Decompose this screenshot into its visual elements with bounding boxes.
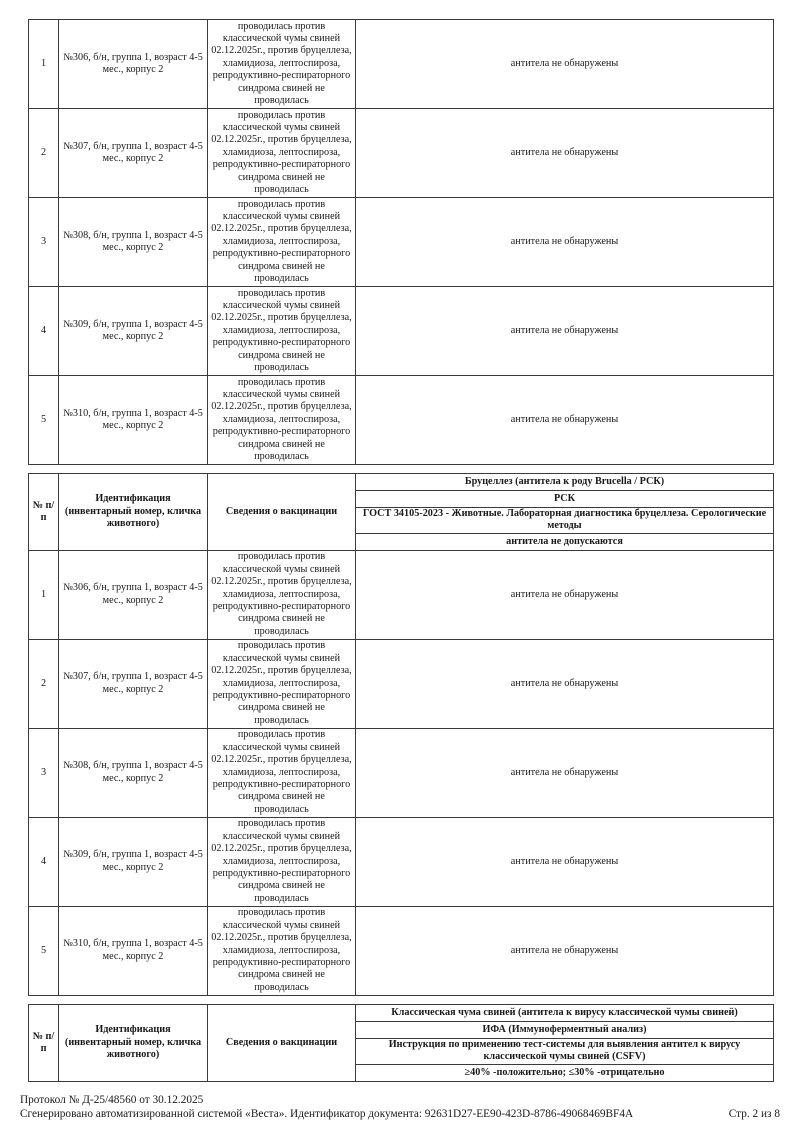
test-result: антитела не обнаружены xyxy=(356,550,774,639)
animal-id: №308, б/н, группа 1, возраст 4-5 мес., корпус 2 xyxy=(59,728,208,817)
header-vaccination: Сведения о вакцинации xyxy=(208,474,356,551)
table-row xyxy=(29,728,774,817)
test-result: антитела не обнаружены xyxy=(356,906,774,995)
vaccination-info: проводилась против классической чумы свиней 02.12.2025г., против бруцеллеза, хламидиоза, лептоспироза, репродуктивно-респираторного синдрома свиней не проводилась xyxy=(208,20,356,109)
row-number: 4 xyxy=(29,817,59,906)
vaccination-info: проводилась против классической чумы свиней 02.12.2025г., против бруцеллеза, хламидиоза, лептоспироза, репродуктивно-респираторного синдрома свиней не проводилась xyxy=(208,198,356,287)
test-result: антитела не обнаружены xyxy=(356,198,774,287)
row-number: 3 xyxy=(29,198,59,287)
row-number: 1 xyxy=(29,550,59,639)
animal-id: №307, б/н, группа 1, возраст 4-5 мес., корпус 2 xyxy=(59,109,208,198)
row-number: 2 xyxy=(29,639,59,728)
header-method: РСК xyxy=(356,491,774,508)
animal-id: №308, б/н, группа 1, возраст 4-5 мес., корпус 2 xyxy=(59,198,208,287)
test-result: антитела не обнаружены xyxy=(356,639,774,728)
header-vaccination: Сведения о вакцинации xyxy=(208,1005,356,1082)
animal-id: №306, б/н, группа 1, возраст 4-5 мес., корпус 2 xyxy=(59,550,208,639)
animal-id: №306, б/н, группа 1, возраст 4-5 мес., корпус 2 xyxy=(59,20,208,109)
header-disease: Классическая чума свиней (антитела к вирусу классической чумы свиней) xyxy=(356,1005,774,1022)
table-row xyxy=(29,376,774,465)
vaccination-info: проводилась против классической чумы свиней 02.12.2025г., против бруцеллеза, хламидиоза, лептоспироза, репродуктивно-респираторного синдрома свиней не проводилась xyxy=(208,728,356,817)
table-row xyxy=(29,817,774,906)
row-number: 3 xyxy=(29,728,59,817)
results-table-continued xyxy=(28,19,774,465)
animal-id: №309, б/н, группа 1, возраст 4-5 мес., корпус 2 xyxy=(59,287,208,376)
animal-id: №310, б/н, группа 1, возраст 4-5 мес., корпус 2 xyxy=(59,906,208,995)
table-row xyxy=(29,287,774,376)
page-number: Стр. 2 из 8 xyxy=(728,1108,780,1120)
header-identification: Идентификация (инвентарный номер, кличка животного) xyxy=(59,474,208,551)
test-result: антитела не обнаружены xyxy=(356,20,774,109)
row-number: 5 xyxy=(29,376,59,465)
row-number: 2 xyxy=(29,109,59,198)
test-result: антитела не обнаружены xyxy=(356,287,774,376)
header-identification: Идентификация (инвентарный номер, кличка животного) xyxy=(59,1005,208,1082)
test-result: антитела не обнаружены xyxy=(356,376,774,465)
animal-id: №307, б/н, группа 1, возраст 4-5 мес., корпус 2 xyxy=(59,639,208,728)
protocol-number: Протокол № Д-25/48560 от 30.12.2025 xyxy=(20,1094,204,1106)
header-number: № п/п xyxy=(29,1005,59,1082)
table-row xyxy=(29,20,774,109)
vaccination-info: проводилась против классической чумы свиней 02.12.2025г., против бруцеллеза, хламидиоза, лептоспироза, репродуктивно-респираторного синдрома свиней не проводилась xyxy=(208,906,356,995)
vaccination-info: проводилась против классической чумы свиней 02.12.2025г., против бруцеллеза, хламидиоза, лептоспироза, репродуктивно-респираторного синдрома свиней не проводилась xyxy=(208,639,356,728)
test-result: антитела не обнаружены xyxy=(356,109,774,198)
table-row xyxy=(29,639,774,728)
header-standard: Инструкция по применению тест-системы для выявления антител к вирусу классической чумы свиней (CSFV) xyxy=(356,1039,774,1065)
vaccination-info: проводилась против классической чумы свиней 02.12.2025г., против бруцеллеза, хламидиоза, лептоспироза, репродуктивно-респираторного синдрома свиней не проводилась xyxy=(208,550,356,639)
row-number: 5 xyxy=(29,906,59,995)
csf-results-table xyxy=(28,1004,774,1082)
animal-id: №310, б/н, группа 1, возраст 4-5 мес., корпус 2 xyxy=(59,376,208,465)
table-row xyxy=(29,109,774,198)
test-result: антитела не обнаружены xyxy=(356,817,774,906)
vaccination-info: проводилась против классической чумы свиней 02.12.2025г., против бруцеллеза, хламидиоза, лептоспироза, репродуктивно-респираторного синдрома свиней не проводилась xyxy=(208,817,356,906)
generated-note: Сгенерировано автоматизированной системой «Веста». Идентификатор документа: 92631D27-EE90-423D-8786-49068469BF4A xyxy=(20,1108,634,1120)
table-row xyxy=(29,550,774,639)
vaccination-info: проводилась против классической чумы свиней 02.12.2025г., против бруцеллеза, хламидиоза, лептоспироза, репродуктивно-респираторного синдрома свиней не проводилась xyxy=(208,376,356,465)
brucellosis-results-table xyxy=(28,473,774,996)
row-number: 4 xyxy=(29,287,59,376)
header-standard: ГОСТ 34105-2023 - Животные. Лабораторная диагностика бруцеллеза. Серологические методы xyxy=(356,508,774,534)
header-disease: Бруцеллез (антитела к роду Brucella / РСК) xyxy=(356,474,774,491)
table-row xyxy=(29,906,774,995)
row-number: 1 xyxy=(29,20,59,109)
table-row xyxy=(29,198,774,287)
vaccination-info: проводилась против классической чумы свиней 02.12.2025г., против бруцеллеза, хламидиоза, лептоспироза, репродуктивно-респираторного синдрома свиней не проводилась xyxy=(208,109,356,198)
vaccination-info: проводилась против классической чумы свиней 02.12.2025г., против бруцеллеза, хламидиоза, лептоспироза, репродуктивно-респираторного синдрома свиней не проводилась xyxy=(208,287,356,376)
header-norm: антитела не допускаются xyxy=(356,533,774,550)
header-norm: ≥40% -положительно; ≤30% -отрицательно xyxy=(356,1064,774,1081)
animal-id: №309, б/н, группа 1, возраст 4-5 мес., корпус 2 xyxy=(59,817,208,906)
header-method: ИФА (Иммуноферментный анализ) xyxy=(356,1022,774,1039)
test-result: антитела не обнаружены xyxy=(356,728,774,817)
header-number: № п/п xyxy=(29,474,59,551)
